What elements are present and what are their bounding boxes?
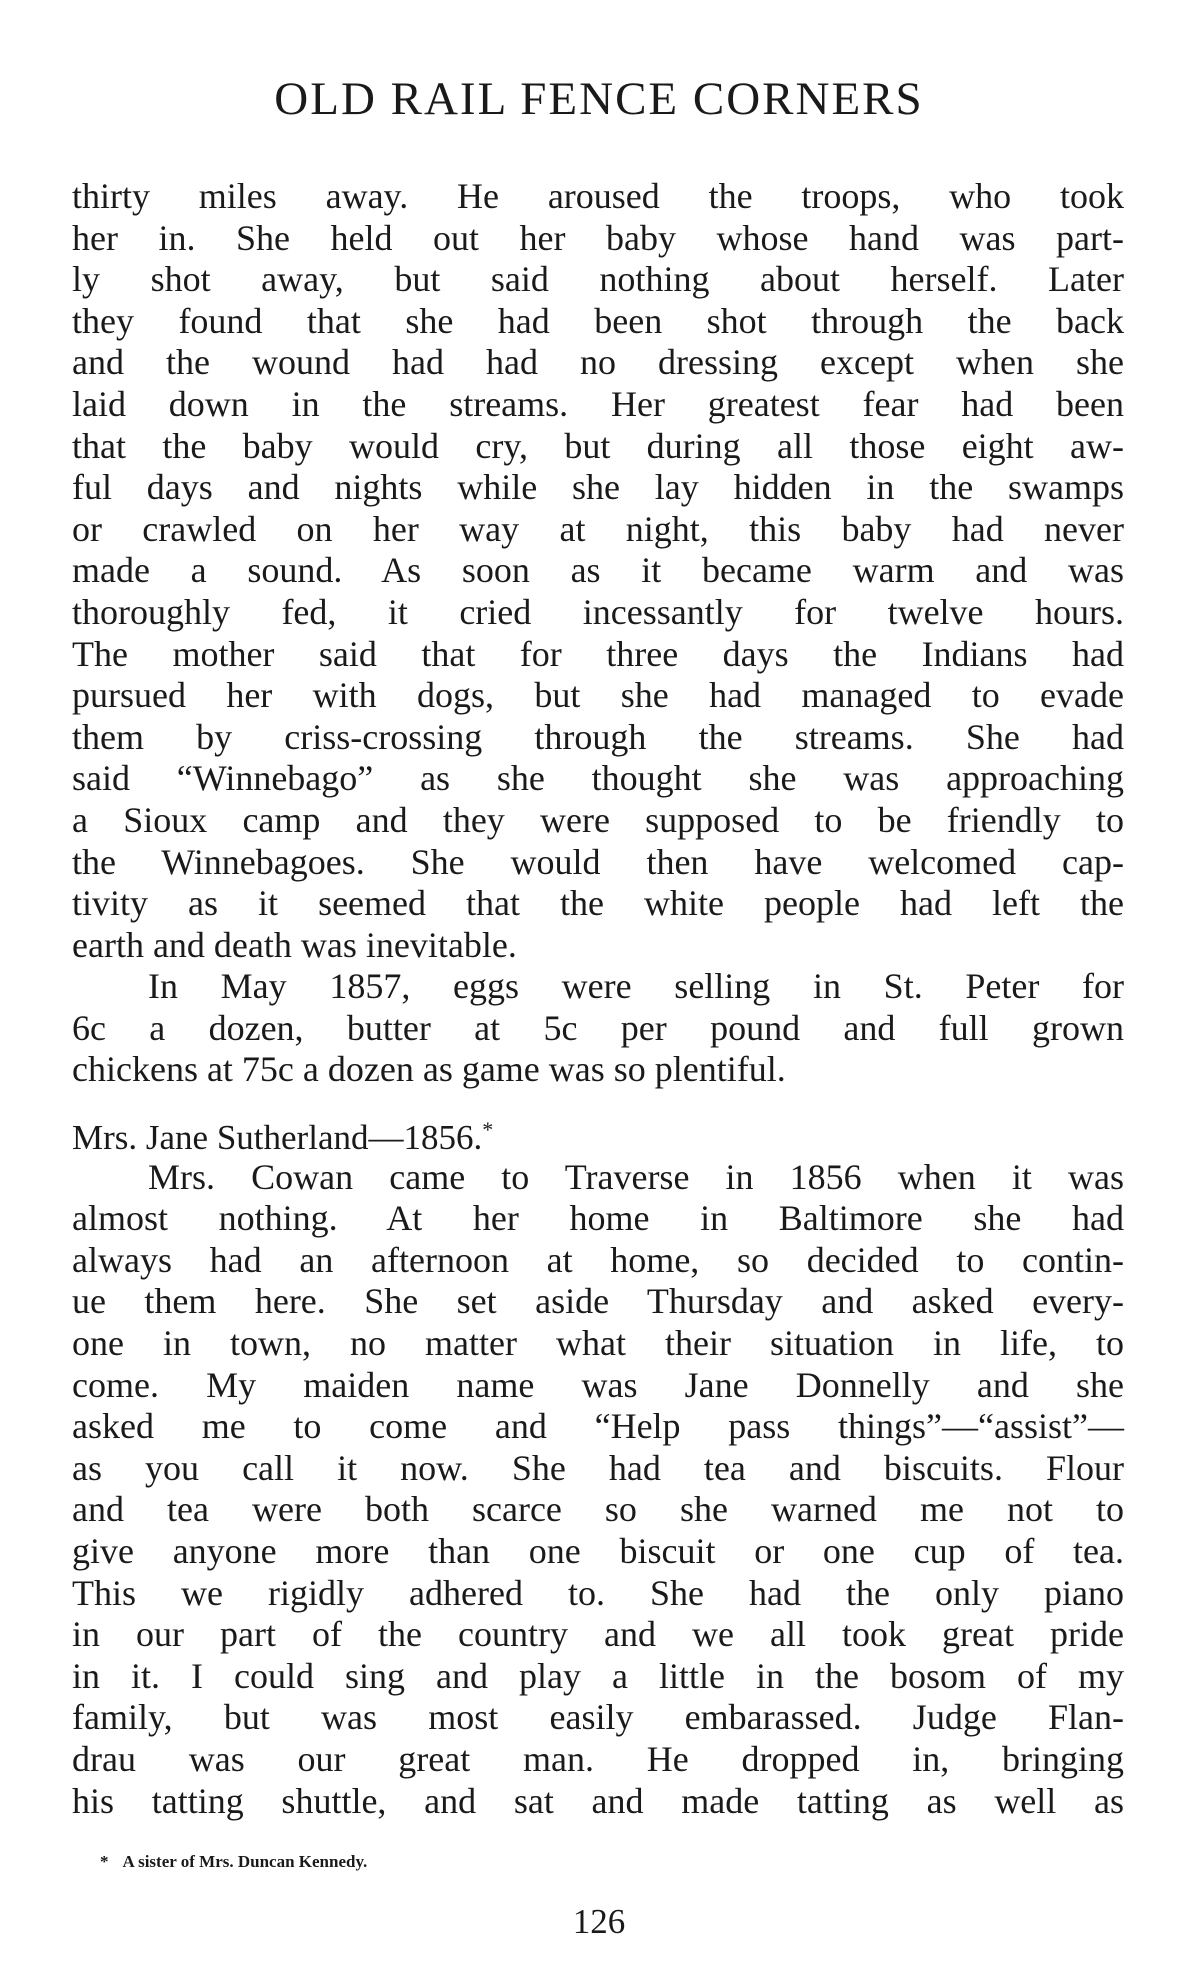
section-heading-text: Mrs. Jane Sutherland—1856. <box>72 1118 483 1158</box>
text-line: In May 1857, eggs were selling in St. Peter for <box>148 966 1124 1007</box>
text-line: them by criss-crossing through the streams. She had <box>72 716 1124 757</box>
text-line: This we rigidly adhered to. She had the only piano <box>72 1572 1124 1613</box>
footnote-text: A sister of Mrs. Duncan Kennedy. <box>122 1852 368 1871</box>
footnote-marker: * <box>100 1852 109 1871</box>
text-line: ue them here. She set aside Thursday and asked every- <box>72 1281 1124 1322</box>
text-line: always had an afternoon at home, so decided to contin- <box>72 1239 1124 1280</box>
text-line: made a sound. As soon as it became warm and was <box>72 550 1124 591</box>
text-line: Mrs. Cowan came to Traverse in 1856 when it was <box>148 1156 1124 1197</box>
section-heading <box>72 1109 1124 1158</box>
text-line: the Winnebagoes. She would then have welcomed cap- <box>72 841 1124 882</box>
text-line: The mother said that for three days the Indians had <box>72 633 1124 674</box>
text-line: a Sioux camp and they were supposed to be friendly to <box>72 799 1124 840</box>
text-line: her in. She held out her baby whose hand was part- <box>72 217 1124 258</box>
text-line: laid down in the streams. Her greatest fear had been <box>72 383 1124 424</box>
text-line: thirty miles away. He aroused the troops, who took <box>72 176 1124 216</box>
text-line: give anyone more than one biscuit or one cup of tea. <box>72 1531 1124 1571</box>
text-line: his tatting shuttle, and sat and made tatting as well as <box>72 1780 1124 1821</box>
text-line: or crawled on her way at night, this baby had never <box>72 508 1124 549</box>
paragraph-3 <box>72 1157 1124 1823</box>
text-line: that the baby would cry, but during all those eight aw- <box>72 425 1124 466</box>
text-line: in it. I could sing and play a little in the bosom of my <box>72 1655 1124 1696</box>
body-text <box>72 176 1124 1822</box>
text-line: tivity as it seemed that the white people had left the <box>72 883 1124 924</box>
text-line: earth and death was inevitable. <box>72 924 517 965</box>
text-line: one in town, no matter what their situation in life, to <box>72 1323 1124 1364</box>
text-line: in our part of the country and we all took great pride <box>72 1614 1124 1655</box>
text-line: chickens at 75c a dozen as game was so plentiful. <box>72 1049 786 1090</box>
text-line: almost nothing. At her home in Baltimore she had <box>72 1198 1124 1239</box>
text-line: family, but was most easily embarassed. Judge Flan- <box>72 1697 1124 1738</box>
text-line: ful days and nights while she lay hidden in the swamps <box>72 467 1124 508</box>
text-line: they found that she had been shot through the back <box>72 300 1124 341</box>
footnote <box>100 1852 367 1872</box>
text-line: pursued her with dogs, but she had managed to evade <box>72 675 1124 716</box>
paragraph-2 <box>72 966 1124 1091</box>
running-title: OLD RAIL FENCE CORNERS <box>274 73 924 125</box>
text-line: come. My maiden name was Jane Donnelly and she <box>72 1364 1124 1405</box>
text-line: asked me to come and “Help pass things”—“assist”— <box>72 1406 1124 1447</box>
text-line: 6c a dozen, butter at 5c per pound and full grown <box>72 1007 1124 1048</box>
footnote-reference: * <box>482 1117 494 1143</box>
text-line: thoroughly fed, it cried incessantly for twelve hours. <box>72 591 1124 632</box>
paragraph-1 <box>72 176 1124 966</box>
text-line: ly shot away, but said nothing about herself. Later <box>72 259 1124 300</box>
text-line: said “Winnebago” as she thought she was approaching <box>72 758 1124 799</box>
text-line: drau was our great man. He dropped in, bringing <box>72 1738 1124 1779</box>
text-line: and tea were both scarce so she warned me not to <box>72 1489 1124 1530</box>
page-number: 126 <box>572 1902 626 1941</box>
text-line: and the wound had had no dressing except when she <box>72 342 1124 383</box>
text-line: as you call it now. She had tea and biscuits. Flour <box>72 1447 1124 1488</box>
